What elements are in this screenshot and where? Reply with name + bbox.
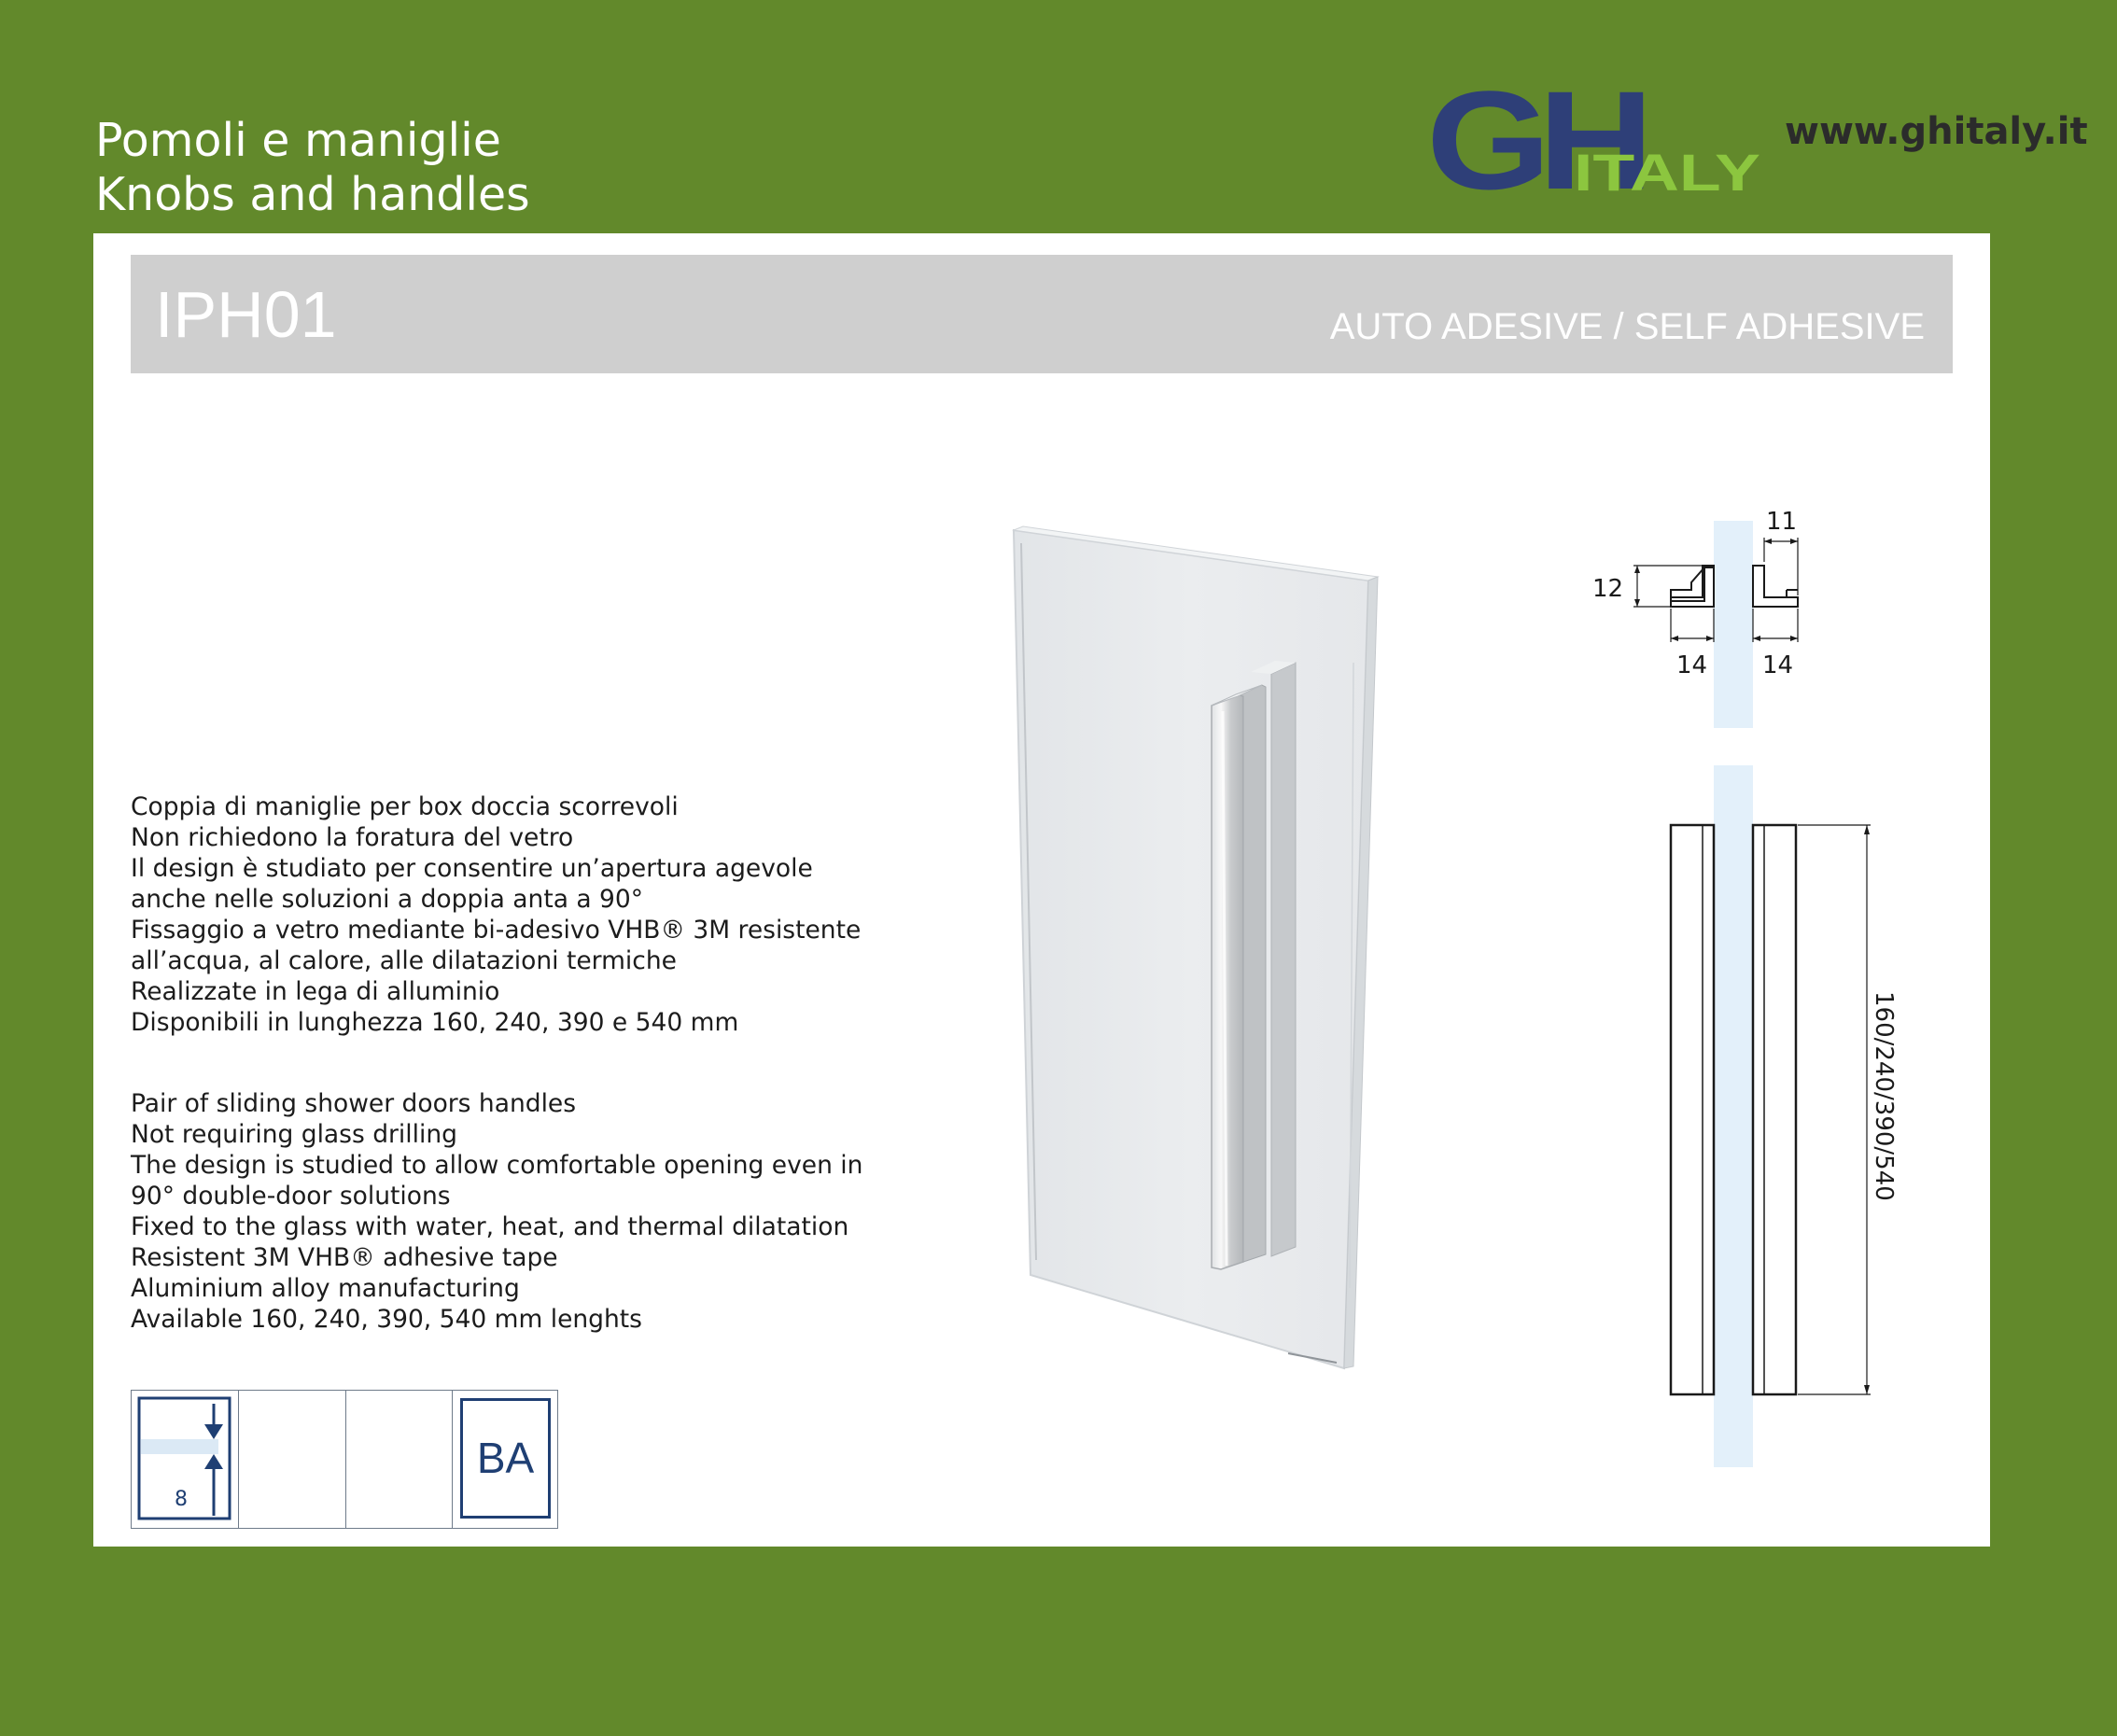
finish-code-badge: BA: [460, 1398, 551, 1519]
glass-thickness-cell: [132, 1391, 239, 1528]
description-line: Resistent 3M VHB® adhesive tape: [131, 1243, 558, 1272]
dimension-label-height: 12: [1592, 575, 1624, 603]
finish-cell: [453, 1391, 557, 1528]
glass-thickness-icon: [132, 1391, 238, 1528]
description-line: Non richiedono la foratura del vetro: [131, 823, 574, 852]
section-title: [95, 114, 530, 222]
website-link[interactable]: www.ghitaly.it: [1785, 110, 2088, 153]
glass-section-top: [1714, 521, 1753, 728]
dimension-label-right-width: 14: [1762, 651, 1794, 679]
dimension-label-top: 11: [1766, 508, 1798, 536]
description-line: all’acqua, al calore, alle dilatazioni termiche: [131, 946, 677, 975]
description-line: Available 160, 240, 390, 540 mm lenghts: [131, 1305, 642, 1334]
logo-main-text: GH: [1426, 77, 1645, 198]
handle-back: [1271, 663, 1296, 1256]
handle-side-left: [1671, 825, 1714, 1394]
spec-icon-table: [131, 1390, 558, 1529]
handle-side-right: [1753, 825, 1796, 1394]
description-line: anche nelle soluzioni a doppia anta a 90°: [131, 885, 644, 914]
description-line: 90° double-door solutions: [131, 1182, 451, 1211]
handle-front: [1212, 694, 1243, 1269]
description-line: Coppia di maniglie per box doccia scorrevoli: [131, 792, 679, 821]
glass-pane: [1014, 530, 1368, 1368]
section-title-it: Pomoli e maniglie: [95, 114, 501, 167]
description-line: Disponibili in lunghezza 160, 240, 390 e 540 mm: [131, 1008, 739, 1037]
description-line: Not requiring glass drilling: [131, 1120, 457, 1149]
description-line: Aluminium alloy manufacturing: [131, 1274, 520, 1303]
description-line: Fissaggio a vetro mediante bi-adesivo VHB® 3M resistente: [131, 916, 862, 945]
description-line: Realizzate in lega di alluminio: [131, 977, 500, 1006]
description-line: Il design è studiato per consentire un’apertura agevole: [131, 854, 813, 883]
handle-profile-right: [1753, 566, 1798, 607]
product-adhesive-tag: AUTO ADESIVE / SELF ADHESIVE: [1329, 306, 1925, 347]
technical-drawing: [1577, 504, 1914, 1475]
description-line: Fixed to the glass with water, heat, and thermal dilatation: [131, 1212, 849, 1241]
glass-thickness-value: 8: [175, 1488, 188, 1511]
empty-spec-cell: [239, 1391, 346, 1528]
description-line: Pair of sliding shower doors handles: [131, 1089, 577, 1118]
handle-profile-left: [1671, 567, 1714, 601]
gh-italy-logo[interactable]: [1426, 77, 1762, 198]
description-italian: [131, 791, 861, 1038]
glass-section-side: [1714, 765, 1753, 1467]
description-line: The design is studied to allow comfortable opening even in: [131, 1151, 863, 1180]
empty-spec-cell: [346, 1391, 453, 1528]
logo-sub-text: ITALY: [1574, 143, 1760, 198]
dimension-label-left-width: 14: [1676, 651, 1708, 679]
dimension-label-length: 160/240/390/540: [1870, 991, 1898, 1201]
product-code: IPH01: [155, 278, 337, 351]
section-title-en: Knobs and handles: [95, 168, 530, 221]
product-photo: [999, 523, 1391, 1381]
description-english: [131, 1088, 862, 1335]
